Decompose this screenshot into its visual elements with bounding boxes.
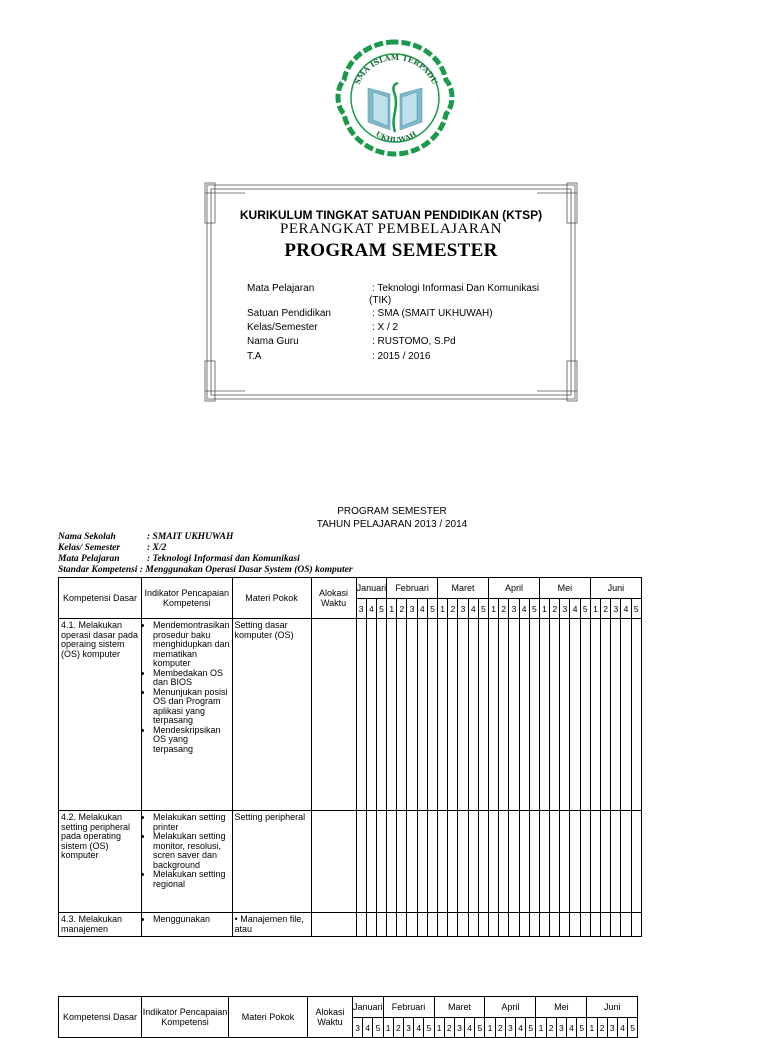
cover-box — [205, 183, 577, 401]
header-month: Juni — [587, 997, 638, 1018]
week-cell — [427, 913, 437, 937]
week-cell — [580, 913, 590, 937]
header-week: 1 — [488, 599, 498, 619]
header-week: 5 — [631, 599, 641, 619]
header-week: 1 — [539, 599, 549, 619]
header-materi: Materi Pokok — [232, 578, 311, 619]
header-week: 1 — [387, 599, 397, 619]
week-cell — [621, 811, 631, 913]
header-week: 3 — [509, 599, 519, 619]
week-cell — [376, 619, 386, 811]
header-month: April — [485, 997, 536, 1018]
cover-label-mapel: Mata Pelajaran — [247, 283, 315, 294]
kd-cell: 4.3. Melakukan manajemen — [59, 913, 142, 937]
week-cell — [631, 619, 641, 811]
header-week: 3 — [505, 1018, 515, 1038]
week-cell — [519, 913, 529, 937]
week-cell — [611, 811, 621, 913]
week-cell — [478, 619, 488, 811]
cover-value-tik: (TIK) — [369, 295, 392, 306]
week-cell — [366, 811, 376, 913]
week-cell — [488, 913, 498, 937]
week-cell — [621, 913, 631, 937]
week-cell — [356, 619, 366, 811]
header-month: Maret — [438, 578, 489, 599]
alokasi-cell — [311, 619, 356, 811]
header-month: Juni — [590, 578, 641, 599]
header-week: 5 — [427, 599, 437, 619]
cover-label-guru: Nama Guru — [247, 336, 299, 347]
cover-perangkat-title: PERANGKAT PEMBELAJARAN — [280, 221, 502, 237]
indikator-cell — [142, 619, 233, 811]
meta-class — [58, 543, 166, 554]
header-week: 5 — [478, 599, 488, 619]
meta-label: Kelas/ Semester — [58, 543, 121, 553]
meta-value: : X/2 — [147, 543, 167, 553]
header-week: 5 — [577, 1018, 587, 1038]
header-week: 5 — [475, 1018, 485, 1038]
week-cell — [366, 913, 376, 937]
meta-value: : SMAIT UKHUWAH — [147, 532, 234, 542]
week-cell — [376, 811, 386, 913]
week-cell — [407, 811, 417, 913]
week-cell — [570, 811, 580, 913]
cover-value-mapel: : Teknologi Informasi Dan Komunikasi — [372, 283, 540, 294]
week-cell — [509, 619, 519, 811]
header-alokasi: Alokasi Waktu — [308, 997, 353, 1038]
header-week: 2 — [495, 1018, 505, 1038]
indikator-item: • Menunjukan posisi OS dan Program aplikasi yang terpasang — [153, 688, 230, 726]
week-cell — [427, 619, 437, 811]
header-month: Mei — [536, 997, 587, 1018]
week-cell — [499, 913, 509, 937]
header-week: 4 — [566, 1018, 576, 1038]
header-week: 2 — [397, 599, 407, 619]
cover-value-satuan: : SMA (SMAIT UKHUWAH) — [372, 308, 493, 319]
week-cell — [580, 811, 590, 913]
week-cell — [590, 811, 600, 913]
week-cell — [468, 811, 478, 913]
week-cell — [397, 811, 407, 913]
header-materi: Materi Pokok — [229, 997, 308, 1038]
program-semester-table — [58, 577, 642, 937]
week-cell — [468, 913, 478, 937]
week-cell — [560, 913, 570, 937]
header-week: 1 — [438, 599, 448, 619]
section-title: PROGRAM SEMESTER — [337, 506, 447, 517]
week-cell — [509, 913, 519, 937]
week-cell — [488, 619, 498, 811]
week-cell — [560, 811, 570, 913]
header-month: Januari — [353, 997, 384, 1018]
week-cell — [621, 619, 631, 811]
header-week: 3 — [403, 1018, 413, 1038]
week-cell — [539, 619, 549, 811]
week-cell — [407, 619, 417, 811]
meta-label: Standar Kompetensi — [58, 565, 138, 575]
indikator-item: • Melakukan setting printer — [153, 813, 230, 832]
header-week: 4 — [363, 1018, 373, 1038]
indikator-item: • Mendeskripsikan OS yang terpasang — [153, 726, 230, 755]
table-row — [59, 811, 642, 913]
week-cell — [417, 811, 427, 913]
indikator-item: • Melakukan setting monitor, resolusi, scren saver dan background — [153, 832, 230, 870]
svg-text:UKHUWAH — [374, 129, 418, 144]
table-row — [59, 913, 642, 937]
indikator-item: • Melakukan setting regional — [153, 870, 230, 889]
week-cell — [631, 913, 641, 937]
cover-value-ta: : 2015 / 2016 — [372, 351, 431, 362]
header-week: 3 — [560, 599, 570, 619]
week-cell — [570, 619, 580, 811]
header-week: 5 — [373, 1018, 383, 1038]
header-kd: Kompetensi Dasar — [59, 997, 142, 1038]
cover-program-title: PROGRAM SEMESTER — [284, 240, 498, 261]
cover-value-guru: : RUSTOMO, S.Pd — [372, 336, 456, 347]
week-cell — [560, 619, 570, 811]
header-week: 1 — [485, 1018, 495, 1038]
header-kd: Kompetensi Dasar — [59, 578, 142, 619]
materi-cell: • Manajemen file, atau — [232, 913, 311, 937]
week-cell — [397, 619, 407, 811]
week-cell — [580, 619, 590, 811]
header-week: 4 — [414, 1018, 424, 1038]
header-week: 2 — [444, 1018, 454, 1038]
header-week: 3 — [607, 1018, 617, 1038]
header-week: 3 — [611, 599, 621, 619]
week-cell — [438, 811, 448, 913]
header-week: 2 — [597, 1018, 607, 1038]
week-cell — [539, 811, 549, 913]
week-cell — [550, 913, 560, 937]
alokasi-cell — [311, 811, 356, 913]
program-semester-table-next — [58, 996, 638, 1038]
header-week: 4 — [516, 1018, 526, 1038]
week-cell — [458, 811, 468, 913]
week-cell — [417, 913, 427, 937]
header-month: Februari — [387, 578, 438, 599]
header-week: 4 — [519, 599, 529, 619]
week-cell — [478, 811, 488, 913]
week-cell — [529, 811, 539, 913]
meta-school — [58, 532, 233, 543]
header-indikator: Indikator Pencapaian Kompetensi — [142, 578, 233, 619]
header-week: 4 — [570, 599, 580, 619]
header-week: 5 — [580, 599, 590, 619]
week-cell — [611, 913, 621, 937]
header-week: 1 — [587, 1018, 597, 1038]
header-week: 1 — [434, 1018, 444, 1038]
logo-bottom-text: UKHUWAH — [374, 129, 418, 145]
logo-top-text: SMA ISLAM TERPADU — [352, 52, 440, 86]
week-cell — [601, 913, 611, 937]
header-month: April — [488, 578, 539, 599]
cover-ktsp-title: KURIKULUM TINGKAT SATUAN PENDIDIKAN (KTSP) — [239, 208, 543, 222]
header-week: 4 — [621, 599, 631, 619]
week-cell — [539, 913, 549, 937]
indikator-cell — [142, 811, 233, 913]
header-week: 1 — [383, 1018, 393, 1038]
week-cell — [519, 619, 529, 811]
week-cell — [601, 811, 611, 913]
header-week: 2 — [499, 599, 509, 619]
indikator-item: • Mendemontrasikan prosedur baku menghidupkan dan mematikan komputer — [153, 621, 230, 669]
header-week: 3 — [356, 599, 366, 619]
week-cell — [427, 811, 437, 913]
materi-cell: Setting dasar komputer (OS) — [232, 619, 311, 811]
week-cell — [550, 811, 560, 913]
materi-cell: Setting peripheral — [232, 811, 311, 913]
indikator-item: • Menggunakan — [153, 915, 230, 925]
cover-value-kelas: : X / 2 — [372, 322, 399, 333]
school-logo — [330, 36, 460, 160]
header-week: 1 — [536, 1018, 546, 1038]
week-cell — [478, 913, 488, 937]
meta-value: : Menggunakan Operasi Dasar System (OS) komputer — [139, 565, 353, 575]
header-week: 4 — [465, 1018, 475, 1038]
meta-label: Mata Pelajaran — [58, 554, 120, 564]
week-cell — [550, 619, 560, 811]
header-month: Maret — [434, 997, 485, 1018]
week-cell — [438, 619, 448, 811]
header-week: 2 — [546, 1018, 556, 1038]
week-cell — [387, 811, 397, 913]
week-cell — [356, 811, 366, 913]
week-cell — [590, 913, 600, 937]
week-cell — [611, 619, 621, 811]
week-cell — [529, 619, 539, 811]
week-cell — [468, 619, 478, 811]
meta-standard — [58, 565, 353, 576]
week-cell — [570, 913, 580, 937]
alokasi-cell — [311, 913, 356, 937]
header-week: 1 — [590, 599, 600, 619]
week-cell — [356, 913, 366, 937]
header-week: 3 — [556, 1018, 566, 1038]
header-alokasi: Alokasi Waktu — [311, 578, 356, 619]
header-week: 3 — [458, 599, 468, 619]
week-cell — [448, 619, 458, 811]
header-week: 5 — [526, 1018, 536, 1038]
header-week: 3 — [407, 599, 417, 619]
header-week: 2 — [393, 1018, 403, 1038]
section-year: TAHUN PELAJARAN 2013 / 2014 — [316, 519, 468, 530]
week-cell — [458, 619, 468, 811]
header-week: 3 — [454, 1018, 464, 1038]
week-cell — [376, 913, 386, 937]
header-week: 2 — [550, 599, 560, 619]
week-cell — [397, 913, 407, 937]
next-page-clip — [0, 995, 768, 1033]
header-week: 4 — [617, 1018, 627, 1038]
header-week: 3 — [353, 1018, 363, 1038]
week-cell — [387, 913, 397, 937]
week-cell — [387, 619, 397, 811]
header-week: 2 — [601, 599, 611, 619]
week-cell — [509, 811, 519, 913]
indikator-cell — [142, 913, 233, 937]
week-cell — [499, 811, 509, 913]
header-indikator: Indikator Pencapaian Kompetensi — [142, 997, 229, 1038]
header-week: 4 — [366, 599, 376, 619]
week-cell — [407, 913, 417, 937]
header-week: 5 — [424, 1018, 434, 1038]
kd-cell: 4.1. Melakukan operasi dasar pada operaing sistem (OS) komputer — [59, 619, 142, 811]
week-cell — [488, 811, 498, 913]
week-cell — [417, 619, 427, 811]
header-week: 2 — [448, 599, 458, 619]
meta-label: Nama Sekolah — [58, 532, 116, 542]
svg-text:SMA ISLAM TERPADU — [353, 53, 440, 86]
week-cell — [601, 619, 611, 811]
meta-value: : Teknologi Informasi dan Komunikasi — [147, 554, 300, 564]
week-cell — [529, 913, 539, 937]
week-cell — [448, 913, 458, 937]
cover-label-ta: T.A — [247, 351, 262, 362]
header-week: 4 — [417, 599, 427, 619]
header-week: 4 — [468, 599, 478, 619]
header-week: 5 — [529, 599, 539, 619]
header-month: Januari — [356, 578, 387, 599]
cover-label-satuan: Satuan Pendidikan — [247, 308, 331, 319]
header-month: Mei — [539, 578, 590, 599]
header-week: 5 — [376, 599, 386, 619]
week-cell — [438, 913, 448, 937]
header-month: Februari — [383, 997, 434, 1018]
indikator-item: • Membedakan OS dan BIOS — [153, 669, 230, 688]
header-week: 5 — [628, 1018, 638, 1038]
table-row — [59, 619, 642, 811]
week-cell — [499, 619, 509, 811]
meta-subject — [58, 554, 300, 565]
week-cell — [366, 619, 376, 811]
week-cell — [458, 913, 468, 937]
cover-label-kelas: Kelas/Semester — [247, 322, 318, 333]
week-cell — [448, 811, 458, 913]
week-cell — [519, 811, 529, 913]
kd-cell: 4.2. Melakukan setting peripheral pada operating sistem (OS) komputer — [59, 811, 142, 913]
week-cell — [631, 811, 641, 913]
week-cell — [590, 619, 600, 811]
